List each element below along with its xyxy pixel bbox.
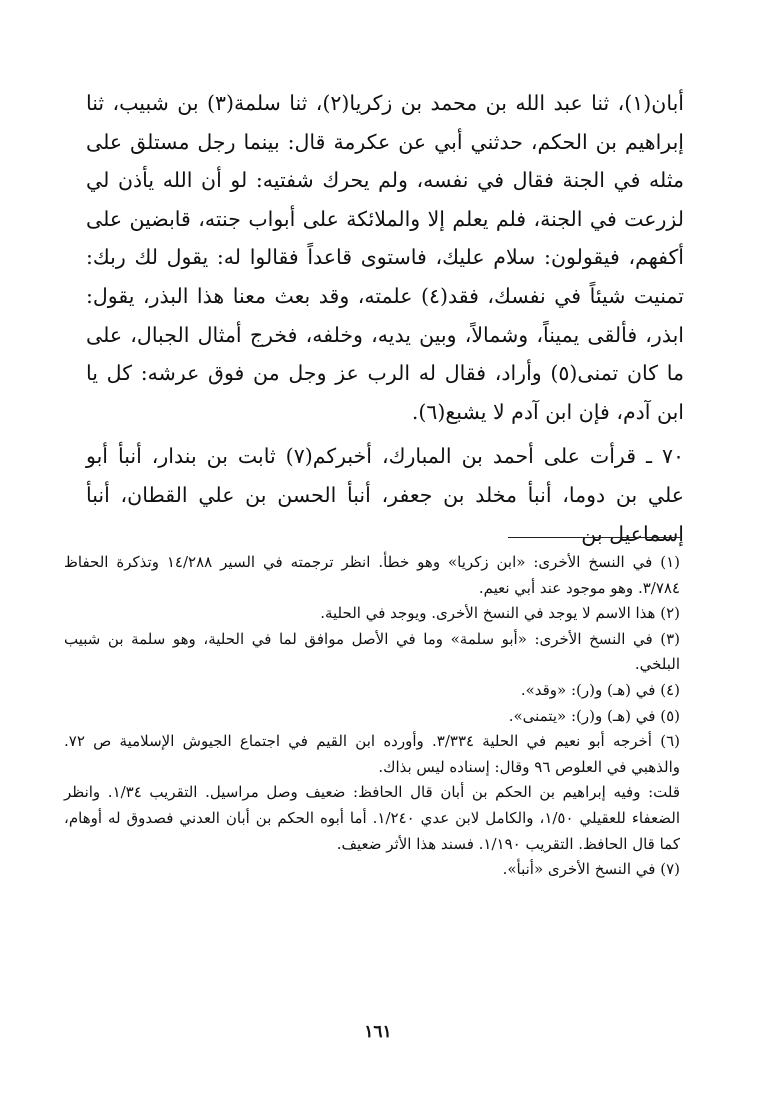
footnote-6: (٦) أخرجه أبو نعيم في الحلية ٣/٣٣٤. وأورده ابن القيم في اجتماع الجيوش الإسلامية ص ٧٢. والذهبي في العلوص ٩٦ وقال: إسناده ليس بذاك. [64, 732, 681, 776]
footnotes-block [64, 550, 680, 883]
footnote-separator [508, 537, 680, 538]
footnote-5: (٥) في (هـ) و(ر): «يتمنى». [508, 706, 680, 725]
footnote-7: (٧) في النسخ الأخرى «أنبأ». [502, 860, 680, 879]
footnote-6-continuation: قلت: وفيه إبراهيم بن الحكم بن أبان قال الحافظ: ضعيف وصل مراسيل. التقريب ١/٣٤. وانظر الضعفاء للعقيلي ١/٥٠، والكامل لابن عدي ١/٢٤٠. أما أبوه الحكم بن أبان العدني فصدوق له أوهام، كما قال الحافظ. التقريب ١/١٩٠. فسند هذا الأثر ضعيف. [64, 783, 681, 853]
main-text-block [86, 84, 684, 553]
entry-70-paragraph: ٧٠ ـ قرأت على أحمد بن المبارك، أخبركم(٧) ثابت بن بندار، أنبأ أبو علي بن دوما، أنبأ مخلد بن جعفر، أنبأ الحسن بن علي القطان، أنبأ إسماعيل بن [86, 444, 684, 546]
narration-paragraph: أبان(١)، ثنا عبد الله بن محمد بن زكريا(٢)، ثنا سلمة(٣) بن شبيب، ثنا إبراهيم بن الحكم، حدثني أبي عن عكرمة قال: بينما رجل مستلق على مثله في الجنة فقال في نفسه، ولم يحرك شفتيه: لو أن الله يأذن لي لزرعت في الجنة، فلم يعلم إلا والملائكة على أبواب جنته، قابضين على أكفهم، فيقولون: سلام عليك، فاستوى قاعداً فقالوا له: يقول لك ربك: تمنيت شيئاً في نفسك، فقد(٤) علمته، وقد بعث معنا هذا البذر، يقول: ابذر، فألقى يميناً، وشمالاً، وبين يديه، وخلفه، فخرج أمثال الجبال، على ما كان تمنى(٥) وأراد، فقال له الرب عز وجل من فوق عرشه: كل يا ابن آدم، فإن ابن آدم لا يشبع(٦). [86, 91, 684, 424]
footnote-2: (٢) هذا الاسم لا يوجد في النسخ الأخرى. ويوجد في الحلية. [320, 604, 680, 623]
footnote-1: (١) في النسخ الأخرى: «ابن زكريا» وهو خطأ. انظر ترجمته في السير ١٤/٢٨٨ وتذكرة الحفاظ ٣/٧٨٤. وهو موجود عند أبي نعيم. [64, 553, 680, 597]
footnote-4: (٤) في (هـ) و(ر): «وقد». [520, 680, 680, 699]
footnote-3: (٣) في النسخ الأخرى: «أبو سلمة» وما في الأصل موافق لما في الحلية، وهو سلمة بن شبيب البلخي. [64, 629, 680, 674]
page-number: ١٦١ [364, 1022, 392, 1042]
